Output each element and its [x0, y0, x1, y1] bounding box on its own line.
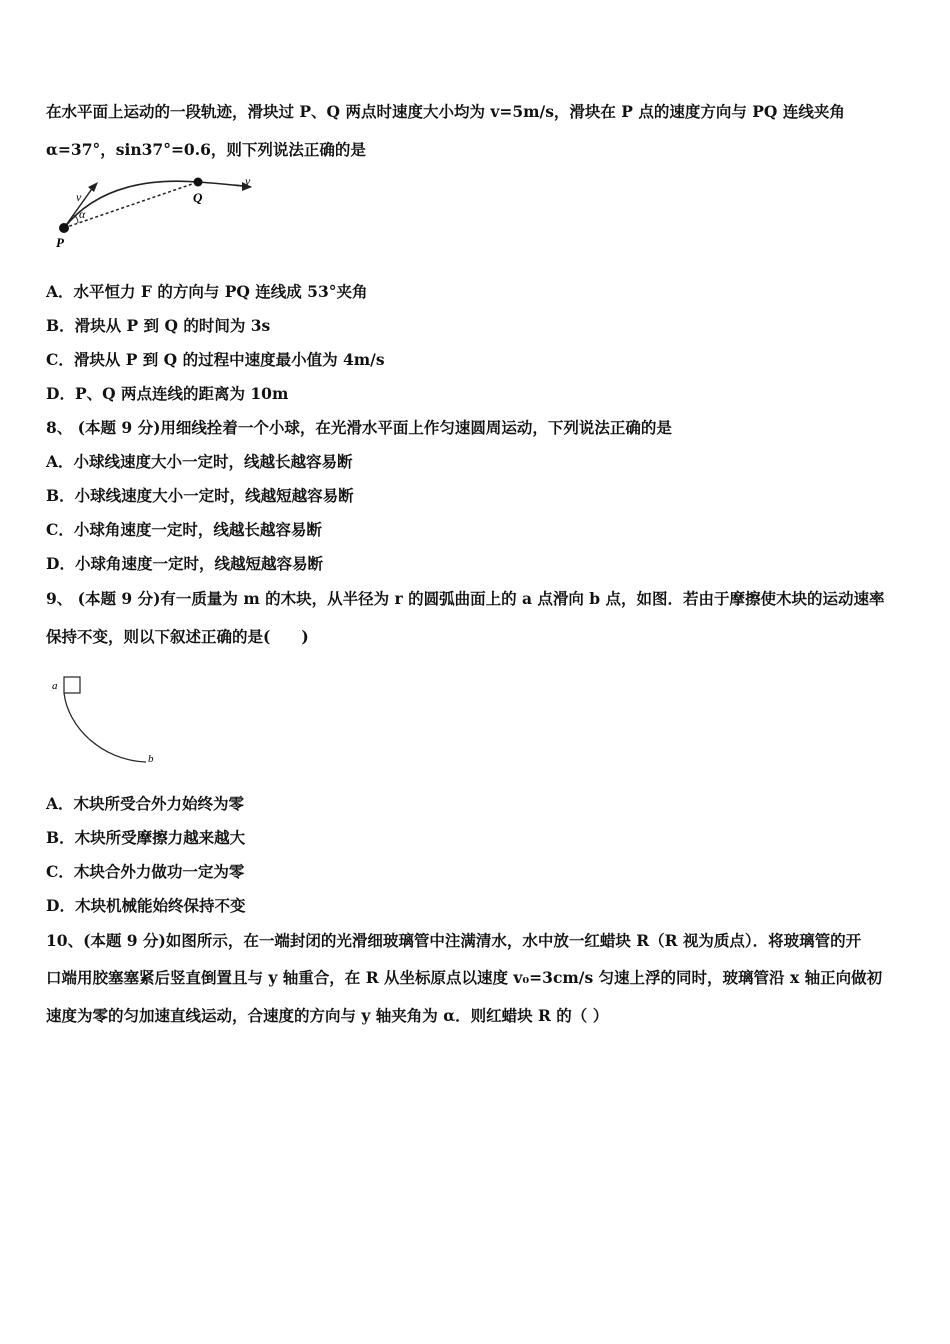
label-p: P	[56, 235, 64, 250]
label-q: Q	[193, 190, 203, 205]
pq-dashed-line	[64, 182, 198, 228]
point-q	[194, 178, 203, 187]
q9-option-b: B．木块所受摩擦力越来越大	[46, 828, 246, 847]
q9-stem-line-1: 9、 (本题 9 分)有一质量为 m 的木块，从半径为 r 的圆弧曲面上的 a 点滑向 b 点，如图．若由于摩擦使木块的运动速率	[46, 589, 885, 608]
q9-option-d: D．木块机械能始终保持不变	[46, 896, 246, 915]
q8-option-d: D．小球角速度一定时，线越短越容易断	[46, 554, 323, 573]
q10-stem-line-2: 口端用胶塞塞紧后竖直倒置且与 y 轴重合，在 R 从坐标原点以速度 v₀=3cm/s 匀速上浮的同时，玻璃管沿 x 轴正向做初	[46, 968, 883, 987]
q9-stem-line-2: 保持不变，则以下叙述正确的是( )	[46, 627, 309, 646]
q8-option-a: A．小球线速度大小一定时，线越长越容易断	[46, 452, 353, 471]
q7-option-d: D．P、Q 两点连线的距离为 10m	[46, 384, 289, 403]
q7-trajectory-figure	[46, 170, 266, 252]
q8-stem: 8、 (本题 9 分)用细线拴着一个小球，在光滑水平面上作匀速圆周运动，下列说法正确的是	[46, 418, 672, 437]
q7-stem-line-1: 在水平面上运动的一段轨迹，滑块过 P、Q 两点时速度大小均为 v=5m/s，滑块在 P 点的速度方向与 PQ 连线夹角	[46, 102, 845, 121]
label-v-start: v	[76, 190, 82, 204]
q7-option-a: A．水平恒力 F 的方向与 PQ 连线成 53°夹角	[46, 282, 368, 301]
q8-option-b: B．小球线速度大小一定时，线越短越容易断	[46, 486, 354, 505]
q10-stem-line-1: 10、(本题 9 分)如图所示，在一端封闭的光滑细玻璃管中注满清水，水中放一红蜡块 R（R 视为质点）．将玻璃管的开	[46, 931, 862, 950]
q9-arc-figure	[46, 672, 166, 772]
q9-option-a: A．木块所受合外力始终为零	[46, 794, 245, 813]
label-v-end: v	[245, 174, 251, 188]
label-alpha: α	[79, 207, 86, 221]
q10-stem-line-3: 速度为零的匀加速直线运动，合速度的方向与 y 轴夹角为 α．则红蜡块 R 的（ ）	[46, 1006, 609, 1025]
q8-option-c: C．小球角速度一定时，线越长越容易断	[46, 520, 322, 539]
q7-option-b: B．滑块从 P 到 Q 的时间为 3s	[46, 316, 271, 335]
wood-block	[64, 677, 80, 693]
q7-option-c: C．滑块从 P 到 Q 的过程中速度最小值为 4m/s	[46, 350, 385, 369]
label-b: b	[148, 753, 154, 765]
arc-surface	[64, 693, 146, 762]
label-a: a	[52, 680, 58, 692]
point-p	[59, 223, 69, 233]
q9-option-c: C．木块合外力做功一定为零	[46, 862, 245, 881]
arrowhead-p	[88, 182, 98, 192]
q7-stem-line-2: α=37°，sin37°=0.6，则下列说法正确的是	[46, 140, 366, 159]
